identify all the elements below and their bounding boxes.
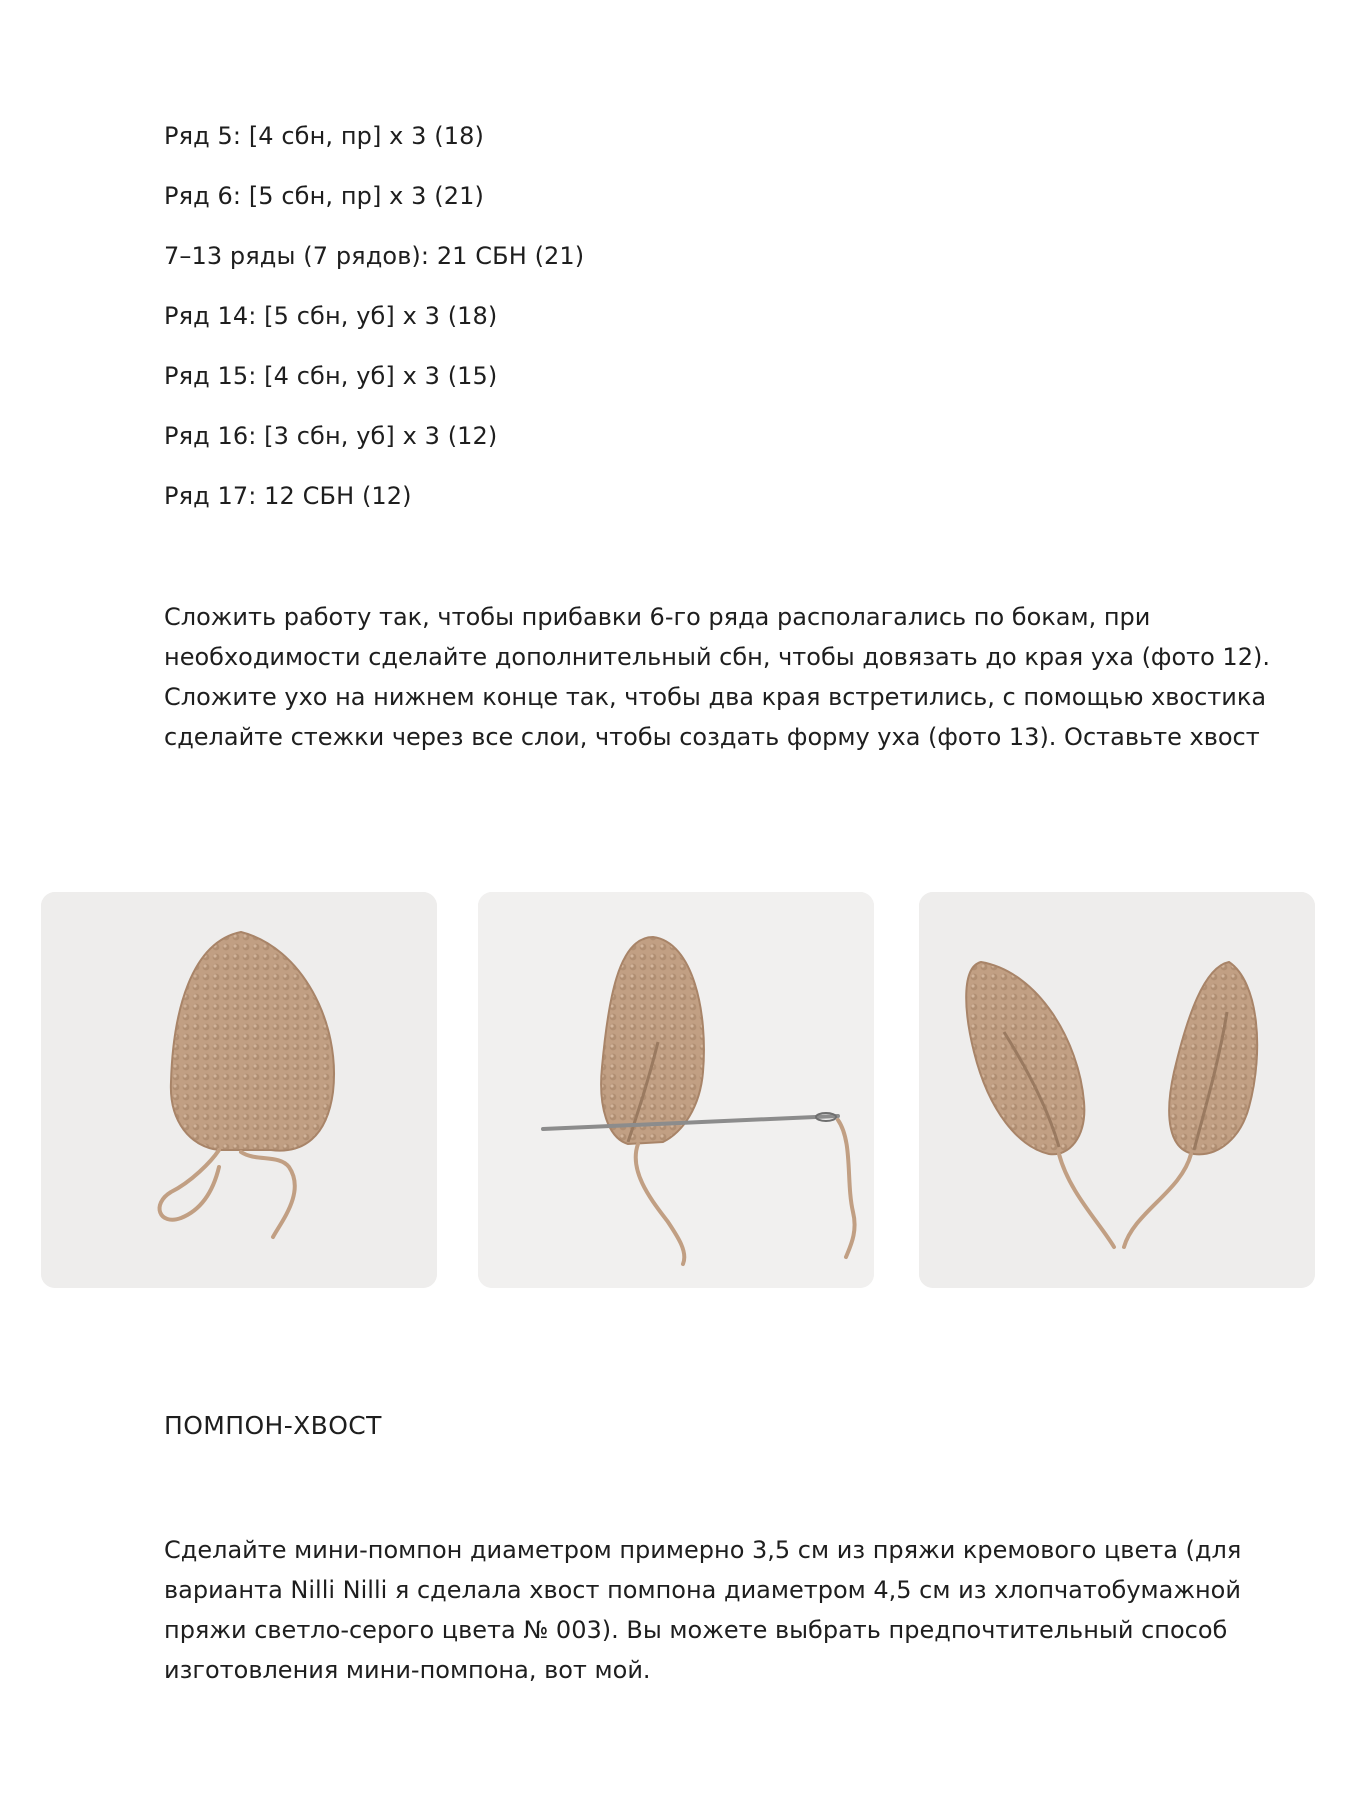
page-cut-edge — [164, 757, 1304, 765]
pompom-line: пряжи светло-серого цвета № 003). Вы можете выбрать предпочтительный способ — [164, 1616, 1228, 1644]
ear-pair-illustration — [919, 892, 1315, 1288]
photo-ear-with-needle — [478, 892, 874, 1288]
row-17: Ряд 17: 12 СБН (12) — [164, 482, 412, 510]
flat-ear-illustration — [41, 892, 437, 1288]
pompom-instructions — [164, 1530, 1304, 1690]
pompom-line: изготовления мини-помпона, вот мой. — [164, 1656, 651, 1684]
ear-needle-illustration — [478, 892, 874, 1288]
pompom-line: Сделайте мини-помпон диаметром примерно 3,5 см из пряжи кремового цвета (для — [164, 1536, 1242, 1564]
photo-ear-pair — [919, 892, 1315, 1288]
pompom-line: варианта Nilli Nilli я сделала хвост помпона диаметром 4,5 см из хлопчатобумажной — [164, 1576, 1241, 1604]
row-5: Ряд 5: [4 сбн, пр] x 3 (18) — [164, 122, 484, 150]
fold-line: Сложите ухо на нижнем конце так, чтобы два края встретились, с помощью хвостика — [164, 683, 1267, 711]
row-instructions — [164, 120, 1264, 540]
photo-row — [0, 892, 1356, 1292]
fold-line: необходимости сделайте дополнительный сбн, чтобы довязать до края уха (фото 12). — [164, 643, 1270, 671]
fold-line: Сложить работу так, чтобы прибавки 6-го ряда располагались по бокам, при — [164, 603, 1151, 631]
rows-7-13: 7–13 ряды (7 рядов): 21 СБН (21) — [164, 242, 585, 270]
row-14: Ряд 14: [5 сбн, уб] x 3 (18) — [164, 302, 498, 330]
row-16: Ряд 16: [3 сбн, уб] x 3 (12) — [164, 422, 498, 450]
fold-line: сделайте стежки через все слои, чтобы создать форму уха (фото 13). Оставьте хвост — [164, 723, 1260, 751]
fold-instructions — [164, 597, 1304, 757]
row-6: Ряд 6: [5 сбн, пр] x 3 (21) — [164, 182, 484, 210]
pompom-heading: ПОМПОН-ХВОСТ — [164, 1411, 382, 1440]
row-15: Ряд 15: [4 сбн, уб] x 3 (15) — [164, 362, 498, 390]
photo-flat-ear — [41, 892, 437, 1288]
